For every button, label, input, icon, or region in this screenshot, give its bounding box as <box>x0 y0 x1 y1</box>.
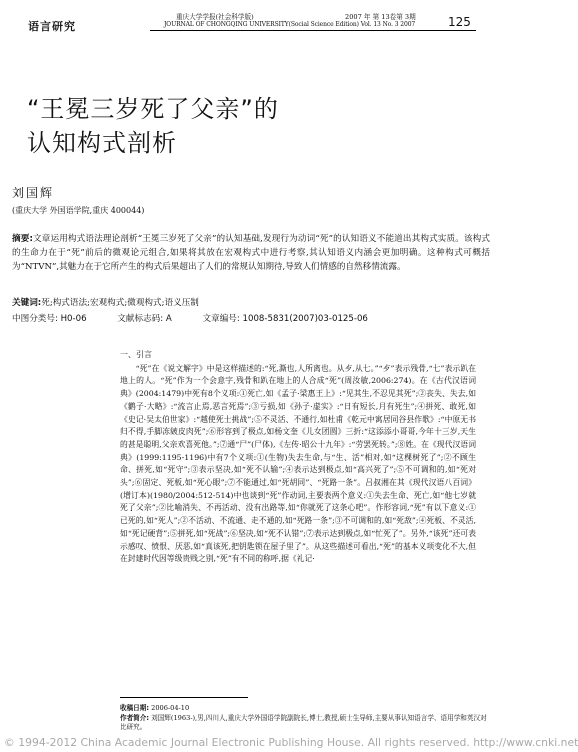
received-date: 2006-04-10 <box>151 704 190 712</box>
body-text <box>120 349 476 566</box>
keywords-text: 死;构式语法;宏观构式;微观构式;语义压制 <box>41 298 199 308</box>
section-heading: 一、引言 <box>120 350 152 359</box>
footnote-rule <box>120 697 248 698</box>
section-tag: 语言研究 <box>28 20 76 33</box>
author-name: 刘国辉 <box>12 186 55 200</box>
author-info: 刘国辉(1963-),男,四川人,重庆大学外国语学院副院长,博士,教授,硕士生导师,主要从事认知语言学、语用学和英汉对比研究。 <box>120 713 487 731</box>
author-affiliation: (重庆大学 外国语学院,重庆 400044) <box>12 206 145 215</box>
abstract-label: 摘要: <box>12 234 33 244</box>
abstract-text: 文章运用构式语法理论剖析“王冕三岁死了父亲”的认知基础,发现行为动词“死”的认知语义不能道出其构式实质。该构式的生命力在于“死”前后的微观论元组合,如果将其放在宏观构式中进行考察,其认知语义内涵会更加明确。这种构式可概括为“NTVN”,其魅力在于它所产生的构式后果超出了人们的常规认知期待,导致人们情感的自然移情流露。 <box>12 234 491 273</box>
article-title <box>27 92 347 160</box>
keywords-label: 关键词: <box>12 298 42 308</box>
author-info-line <box>120 714 492 733</box>
header-rule <box>150 30 476 31</box>
journal-name-en: JOURNAL OF CHONGQING UNIVERSITY(Social Science Edition) Vol. 13 No. 3 2007 <box>164 21 416 28</box>
title-line-1: “王冕三岁死了父亲”的 <box>27 95 279 123</box>
article-number: 文章编号: 1008-5831(2007)03-0125-06 <box>202 314 368 324</box>
journal-name-cn: 重庆大学学报(社会科学版) <box>176 13 254 21</box>
page-number: 125 <box>448 15 471 29</box>
document-code: 文献标志码: A <box>117 314 172 324</box>
volume-issue: 2007 年 第 13卷第 3期 <box>345 13 416 21</box>
received-label: 收稿日期: <box>120 704 150 712</box>
keywords <box>12 296 490 308</box>
classification-line <box>12 312 490 324</box>
received-date-line <box>120 704 492 714</box>
clc-number: 中图分类号: H0-06 <box>12 314 87 324</box>
author-info-label: 作者简介: <box>120 713 150 722</box>
abstract <box>12 232 490 275</box>
body-paragraph: “死”在《说文解字》中是这样描述的:“死,澌也,人所离也。从歺,从七。”“歺”表示残骨,“七”表示趴在地上的人。“死”作为一个会意字,残骨和趴在地上的人合成“死”(周汝敏,2006:274)。在《古代汉语词典》(2004:1479)中死有8个义项:①死亡,如《孟子·梁惠王上》:“见其生,不忍见其死”;②丧失、失去,如《鹳子·大略》:“流言止焉,恶言死焉”;③亏损,如《孙子·虚实》:“日有短长,月有死生”;④拼死、敢死,如《史记·吴太伯世家》:“越使死士挑战”;⑤不灵活、不通行,如杜甫《乾元中寓居同谷县作歌》:“中原无书归不得,手脚冻皴皮肉死”;⑥形容到了极点,如杨文奎《儿女团圆》三折:“这添添小哥哥,今年十三岁,天生的甚是聪明,父亲欢喜死他。”;⑦通“尸”(尸体),《左传·昭公十九年》:“劳罢死转。”;⑧姓。在《现代汉语词典》(1999:1195-1196)中有7个义项:①(生物)失去生命,与“生、活”相对,如“这棵树死了”;②不顾生命、拼死,如“死守”;③表示坚决,如“死不认输”;④表示达到极点,如“高兴死了”;⑤不可调和的,如“死对头”;⑥固定、死板,如“死心眼”;⑦不能通过,如“死胡同”、“死路一条”。吕叔湘在其《现代汉语八百词》(增订本)(1980/2004:512-514)中也谈到“死”作动词,主要表两个意义:①失去生命、死亡,如“他七岁就死了父亲”;②比喻消失、不再活动、没有出路等,如“你就死了这条心吧”。作形容词,“死”有以下意义:①已死的,如“死人”;②不活动、不流通、走不通的,如“死路一条”;③不可调和的,如“死敌”;④死板、不灵活,如“死记硬背”;⑤拼死,如“死战”;⑥坚决,如“死不认错”;⑦表示达到极点,如“忙死了”。另外,“该死”还可表示感叹、愤恨、厌恶,如“真该死,把钥匙锁在屋子里了”。从这些描述可看出,“死”的基本义项变化不大,但在封建时代因等级贵贱之别,“死”有不同的称呼,据《礼记· <box>120 363 476 564</box>
copyright-watermark: © 1994-2012 China Academic Journal Electronic Publishing House. All rights reserved. http://www.cnki.net <box>4 736 578 749</box>
footnote <box>120 704 492 733</box>
running-header <box>0 8 502 34</box>
title-line-2: 认知构式剖析 <box>27 129 177 157</box>
